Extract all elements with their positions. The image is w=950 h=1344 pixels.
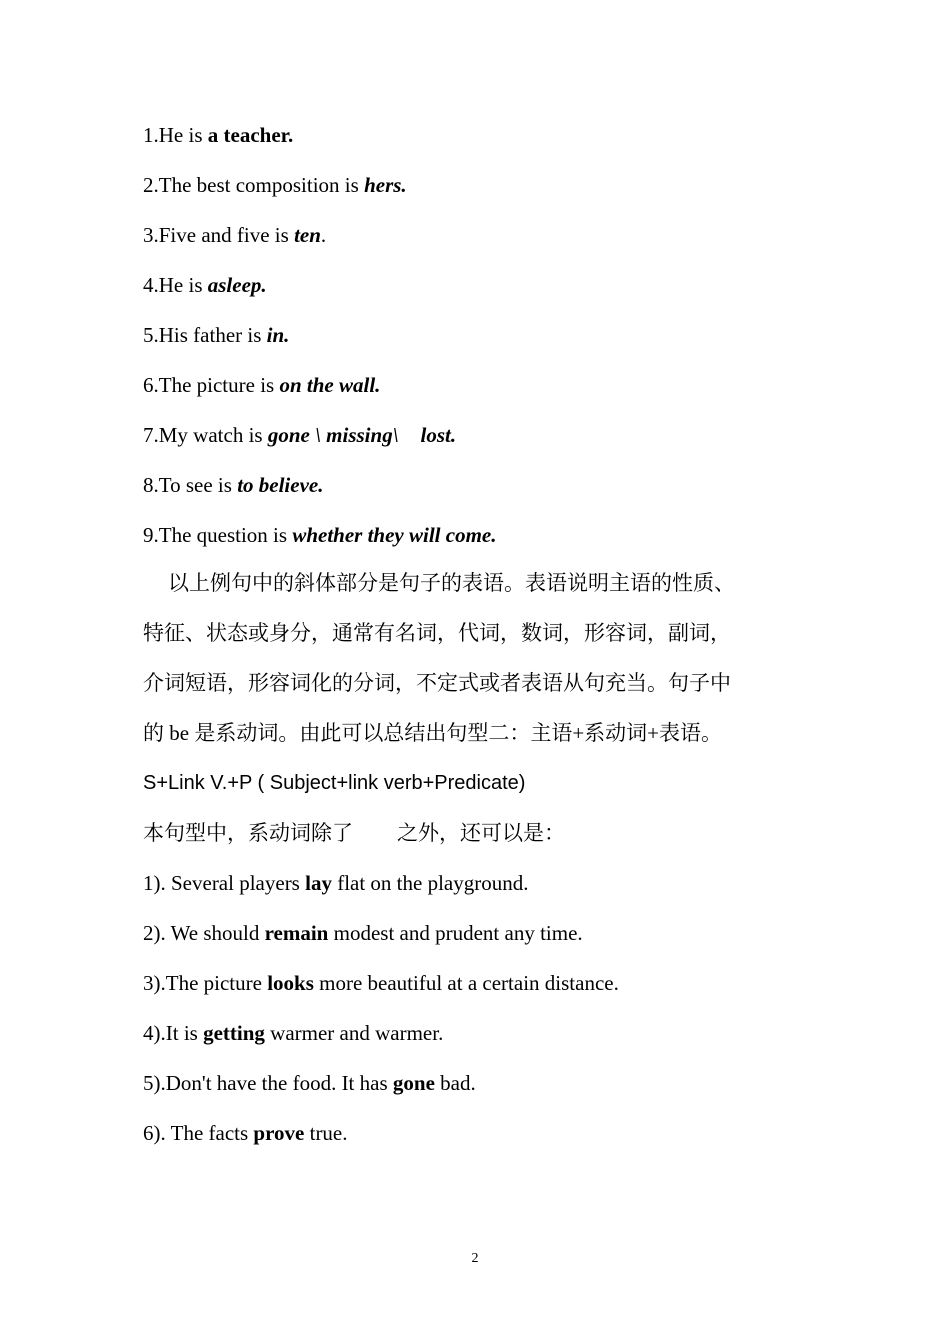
example-sentence — [143, 320, 289, 350]
sentence-text: 4.He is — [143, 273, 208, 297]
link-verb-example — [143, 918, 583, 948]
predicative: on the wall. — [279, 373, 381, 397]
sentence-text: 3).The picture — [143, 971, 268, 995]
sentence-text: more beautiful at a certain distance. — [313, 971, 619, 995]
link-verb-example — [143, 1118, 348, 1148]
link-verb: lay — [305, 871, 332, 895]
sentence-text: 7.My watch is — [143, 423, 268, 447]
predicative: to believe. — [237, 473, 324, 497]
sentence-text: 5).Don't have the food. It has — [143, 1071, 393, 1095]
example-sentence — [143, 170, 407, 200]
intro-text: 之外，还可以是： — [397, 821, 565, 845]
sentence-text: warmer and warmer. — [264, 1021, 444, 1045]
predicative: lost. — [420, 423, 457, 447]
explanation-line: 介词短语，形容词化的分词，不定式或者表语从句充当。句子中 — [143, 671, 731, 695]
link-verb: looks — [267, 971, 314, 995]
sentence-text: 3.Five and five is — [143, 223, 295, 247]
sentence-text: 2.The best composition is — [143, 173, 365, 197]
sentence-text: 6). The facts — [143, 1121, 254, 1145]
intro-text: 本句型中，系动词除了 — [143, 821, 353, 845]
sentence-text: modest and prudent any time. — [328, 921, 583, 945]
example-sentence — [143, 120, 293, 150]
link-verb: getting — [203, 1021, 265, 1045]
predicative: asleep. — [207, 273, 267, 297]
sentence-text: 4).It is — [143, 1021, 204, 1045]
sentence-text: 2). We should — [143, 921, 265, 945]
predicative: ten — [294, 223, 321, 247]
predicative: in. — [266, 323, 290, 347]
explanation-line: 的 be 是系动词。由此可以总结出句型二：主语+系动词+表语。 — [143, 721, 723, 745]
example-sentence — [143, 370, 380, 400]
sentence-text: 1). Several players — [143, 871, 306, 895]
example-sentence — [143, 470, 323, 500]
sentence-pattern-formula: S+Link V.+P ( Subject+link verb+Predicate) — [143, 772, 526, 794]
link-verb-example — [143, 1068, 476, 1098]
sentence-text: 1.He is — [143, 123, 208, 147]
sentence-text: 5.His father is — [143, 323, 267, 347]
link-verb: remain — [264, 921, 329, 945]
sentence-text: flat on the playground. — [331, 871, 529, 895]
sentence-text: . — [320, 223, 327, 247]
predicative: a teacher. — [207, 123, 294, 147]
sentence-text: true. — [304, 1121, 348, 1145]
link-verb-intro — [143, 818, 565, 848]
example-sentence — [143, 520, 496, 550]
sentence-text: 8.To see is — [143, 473, 238, 497]
explanation-line: 特征、状态或身分，通常有名词，代词，数词，形容词，副词， — [143, 621, 731, 645]
link-verb: prove — [253, 1121, 305, 1145]
predicative: hers. — [364, 173, 407, 197]
example-sentence — [143, 270, 267, 300]
link-verb: gone — [392, 1071, 435, 1095]
predicative: whether they will come. — [292, 523, 497, 547]
example-sentence — [143, 420, 456, 450]
link-verb-example — [143, 1018, 443, 1048]
explanation-line: 以上例句中的斜体部分是句子的表语。表语说明主语的性质、 — [168, 571, 735, 595]
link-verb-example — [143, 968, 619, 998]
example-sentence — [143, 220, 326, 250]
sentence-text: bad. — [434, 1071, 476, 1095]
predicative: gone \ missing\ — [267, 423, 399, 447]
link-verb-example — [143, 868, 529, 898]
page-number: 2 — [471, 1251, 479, 1266]
sentence-text: 9.The question is — [143, 523, 293, 547]
sentence-text: 6.The picture is — [143, 373, 280, 397]
